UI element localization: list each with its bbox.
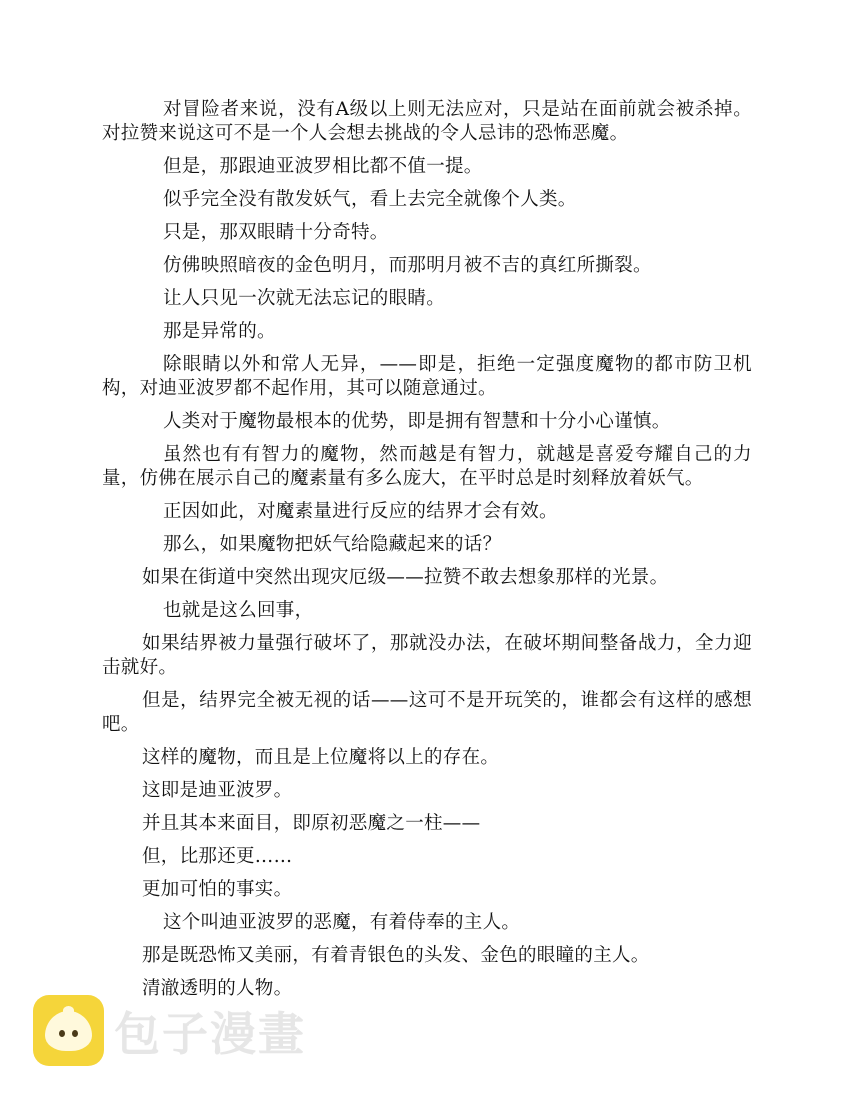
paragraph: 人类对于魔物最根本的优势，即是拥有智慧和十分小心谨慎。 — [163, 411, 671, 432]
paragraph: 清澈透明的人物。 — [142, 978, 293, 999]
paragraph: 更加可怕的事实。 — [142, 879, 293, 900]
paragraph: 这样的魔物，而且是上位魔将以上的存在。 — [142, 747, 500, 768]
paragraph: 虽然也有有智力的魔物，然而越是有智力，就越是喜爱夸耀自己的力量，仿佛在展示自己的魔素量有多么庞大，在平时总是时刻释放着妖气。 — [102, 444, 752, 489]
paragraph: 仿佛映照暗夜的金色明月，而那明月被不吉的真红所撕裂。 — [163, 255, 652, 276]
paragraph: 但是，结界完全被无视的话——这可不是开玩笑的，谁都会有这样的感想吧。 — [102, 690, 752, 735]
paragraph: 那是既恐怖又美丽，有着青银色的头发、金色的眼瞳的主人。 — [142, 945, 650, 966]
paragraph: 如果结界被力量强行破坏了，那就没办法，在破坏期间整备战力，全力迎击就好。 — [102, 633, 752, 678]
paragraph: 这个叫迪亚波罗的恶魔，有着侍奉的主人。 — [163, 912, 521, 933]
paragraph: 只是，那双眼睛十分奇特。 — [163, 222, 389, 243]
paragraph: 这即是迪亚波罗。 — [142, 780, 293, 801]
paragraph: 那么，如果魔物把妖气给隐藏起来的话？ — [163, 534, 502, 555]
watermark-text: 包子漫畫 — [114, 1006, 306, 1061]
paragraph: 并且其本来面目，即原初恶魔之一柱—— — [142, 813, 481, 834]
paragraph: 也就是这么回事， — [163, 600, 314, 621]
paragraph: 除眼睛以外和常人无异，——即是，拒绝一定强度魔物的都市防卫机构，对迪亚波罗都不起作用，其可以随意通过。 — [102, 354, 752, 399]
paragraph: 但，比那还更…… — [142, 846, 293, 867]
paragraph: 那是异常的。 — [163, 321, 276, 342]
paragraph: 正因如此，对魔素量进行反应的结界才会有效。 — [163, 501, 558, 522]
paragraph: 让人只见一次就无法忘记的眼睛。 — [163, 288, 446, 309]
bun-logo-icon — [33, 995, 104, 1066]
paragraph: 如果在街道中突然出现灾厄级——拉赞不敢去想象那样的光景。 — [142, 567, 669, 588]
paragraph: 对冒险者来说，没有A级以上则无法应对，只是站在面前就会被杀掉。对拉赞来说这可不是一个人会想去挑战的令人忌讳的恐怖恶魔。 — [102, 99, 752, 144]
paragraph: 但是，那跟迪亚波罗相比都不值一提。 — [163, 156, 483, 177]
text-body — [102, 98, 752, 1010]
watermark — [33, 995, 306, 1066]
paragraph: 似乎完全没有散发妖气，看上去完全就像个人类。 — [163, 189, 577, 210]
